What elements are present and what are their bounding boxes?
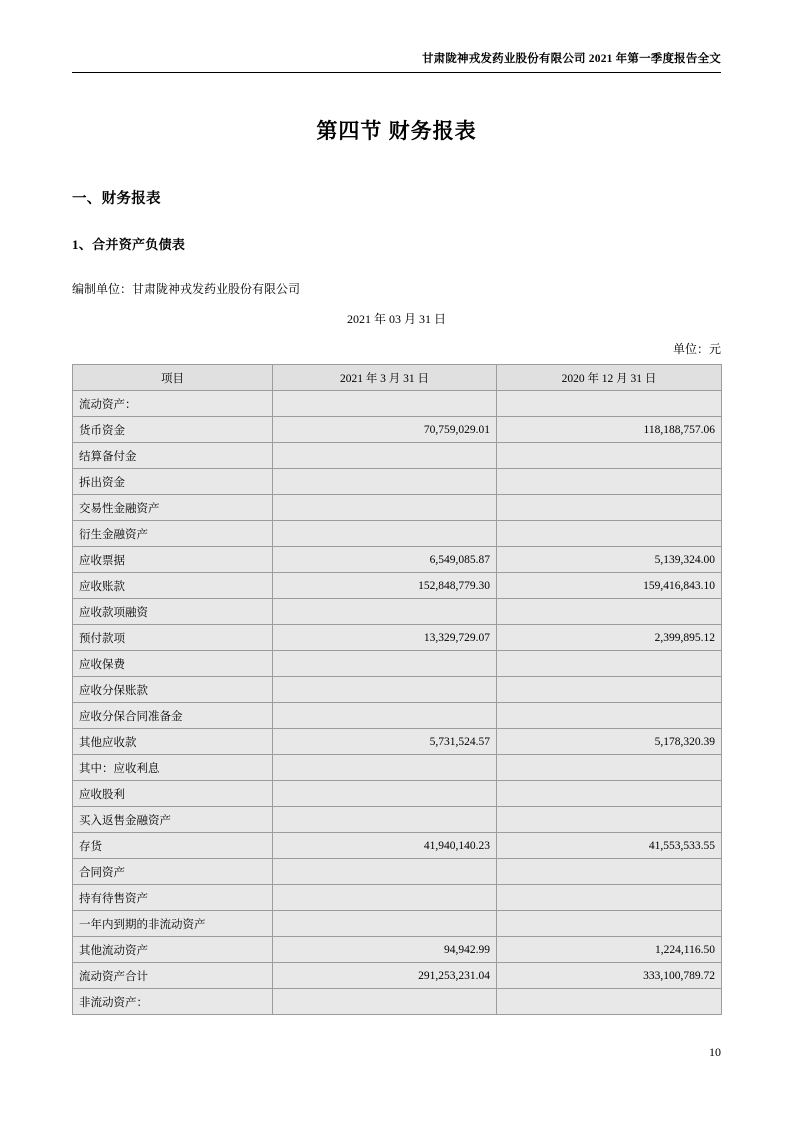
row-value-previous: 5,139,324.00 — [497, 547, 722, 573]
row-value-previous — [497, 677, 722, 703]
row-value-current — [273, 859, 497, 885]
row-value-previous — [497, 521, 722, 547]
row-value-previous: 5,178,320.39 — [497, 729, 722, 755]
row-value-current: 152,848,779.30 — [273, 573, 497, 599]
row-label: 应收款项融资 — [73, 599, 273, 625]
page-number: 10 — [709, 1045, 721, 1059]
row-value-current: 70,759,029.01 — [273, 417, 497, 443]
row-value-previous — [497, 599, 722, 625]
column-header-previous: 2020 年 12 月 31 日 — [497, 365, 722, 391]
running-title: 甘肃陇神戎发药业股份有限公司 2021 年第一季度报告全文 — [421, 53, 721, 65]
row-label: 预付款项 — [73, 625, 273, 651]
row-value-previous: 333,100,789.72 — [497, 963, 722, 989]
table-row — [73, 651, 722, 677]
row-label: 持有待售资产 — [73, 885, 273, 911]
table-row — [73, 625, 722, 651]
row-value-current: 291,253,231.04 — [273, 963, 497, 989]
row-value-previous — [497, 755, 722, 781]
row-value-previous — [497, 781, 722, 807]
row-value-current — [273, 469, 497, 495]
row-value-current: 6,549,085.87 — [273, 547, 497, 573]
row-value-current — [273, 885, 497, 911]
table-row — [73, 885, 722, 911]
table-row — [73, 703, 722, 729]
table-row — [73, 729, 722, 755]
row-value-current — [273, 443, 497, 469]
row-label: 结算备付金 — [73, 443, 273, 469]
table-body — [73, 391, 722, 1015]
balance-sheet-table — [72, 364, 722, 1015]
row-label: 流动资产： — [73, 391, 273, 417]
table-row — [73, 781, 722, 807]
row-value-previous: 1,224,116.50 — [497, 937, 722, 963]
row-value-current — [273, 807, 497, 833]
row-value-previous — [497, 885, 722, 911]
row-value-previous: 2,399,895.12 — [497, 625, 722, 651]
table-row — [73, 573, 722, 599]
row-value-current — [273, 495, 497, 521]
column-header-current: 2021 年 3 月 31 日 — [273, 365, 497, 391]
table-row — [73, 599, 722, 625]
row-value-previous — [497, 703, 722, 729]
table-row — [73, 417, 722, 443]
row-value-previous — [497, 391, 722, 417]
table-row — [73, 937, 722, 963]
row-value-current: 13,329,729.07 — [273, 625, 497, 651]
row-label: 其他流动资产 — [73, 937, 273, 963]
row-value-previous — [497, 469, 722, 495]
row-value-current — [273, 677, 497, 703]
table-row — [73, 807, 722, 833]
row-label: 其中：应收利息 — [73, 755, 273, 781]
currency-unit: 单位：元 — [672, 342, 721, 356]
table-row — [73, 911, 722, 937]
row-value-current — [273, 989, 497, 1015]
section-title: 第四节 财务报表 — [316, 119, 477, 143]
table-row — [73, 391, 722, 417]
row-value-previous — [497, 911, 722, 937]
row-value-previous — [497, 651, 722, 677]
table-row — [73, 963, 722, 989]
row-value-current — [273, 521, 497, 547]
row-label: 其他应收款 — [73, 729, 273, 755]
row-value-previous — [497, 989, 722, 1015]
row-label: 拆出资金 — [73, 469, 273, 495]
row-value-previous: 41,553,533.55 — [497, 833, 722, 859]
table-row — [73, 443, 722, 469]
table-row — [73, 677, 722, 703]
table-row — [73, 833, 722, 859]
page-header — [72, 0, 721, 66]
column-header-item: 项目 — [73, 365, 273, 391]
heading-balance-sheet: 1、合并资产负债表 — [72, 237, 186, 252]
row-label: 交易性金融资产 — [73, 495, 273, 521]
table-row — [73, 521, 722, 547]
row-value-previous — [497, 859, 722, 885]
row-value-current — [273, 391, 497, 417]
preparer-line: 编制单位：甘肃陇神戎发药业股份有限公司 — [72, 282, 301, 296]
row-label: 流动资产合计 — [73, 963, 273, 989]
header-divider — [72, 72, 721, 73]
report-date: 2021 年 03 月 31 日 — [346, 312, 446, 326]
row-value-previous — [497, 807, 722, 833]
row-label: 应收账款 — [73, 573, 273, 599]
row-label: 应收分保账款 — [73, 677, 273, 703]
row-value-previous — [497, 495, 722, 521]
row-value-previous — [497, 443, 722, 469]
table-row — [73, 495, 722, 521]
table-header-row — [73, 365, 722, 391]
row-label: 合同资产 — [73, 859, 273, 885]
row-value-previous: 159,416,843.10 — [497, 573, 722, 599]
row-label: 货币资金 — [73, 417, 273, 443]
row-label: 应收股利 — [73, 781, 273, 807]
row-label: 非流动资产： — [73, 989, 273, 1015]
row-value-current: 5,731,524.57 — [273, 729, 497, 755]
heading-financial-statements: 一、财务报表 — [72, 191, 161, 207]
row-value-previous: 118,188,757.06 — [497, 417, 722, 443]
row-label: 应收保费 — [73, 651, 273, 677]
row-value-current — [273, 755, 497, 781]
row-label: 衍生金融资产 — [73, 521, 273, 547]
row-label: 一年内到期的非流动资产 — [73, 911, 273, 937]
row-label: 应收票据 — [73, 547, 273, 573]
row-value-current — [273, 911, 497, 937]
row-label: 应收分保合同准备金 — [73, 703, 273, 729]
row-value-current — [273, 651, 497, 677]
table-row — [73, 859, 722, 885]
row-label: 存货 — [73, 833, 273, 859]
row-value-current — [273, 781, 497, 807]
row-value-current — [273, 703, 497, 729]
row-value-current: 94,942.99 — [273, 937, 497, 963]
row-label: 买入返售金融资产 — [73, 807, 273, 833]
table-row — [73, 469, 722, 495]
row-value-current — [273, 599, 497, 625]
row-value-current: 41,940,140.23 — [273, 833, 497, 859]
table-row — [73, 989, 722, 1015]
table-row — [73, 547, 722, 573]
table-row — [73, 755, 722, 781]
